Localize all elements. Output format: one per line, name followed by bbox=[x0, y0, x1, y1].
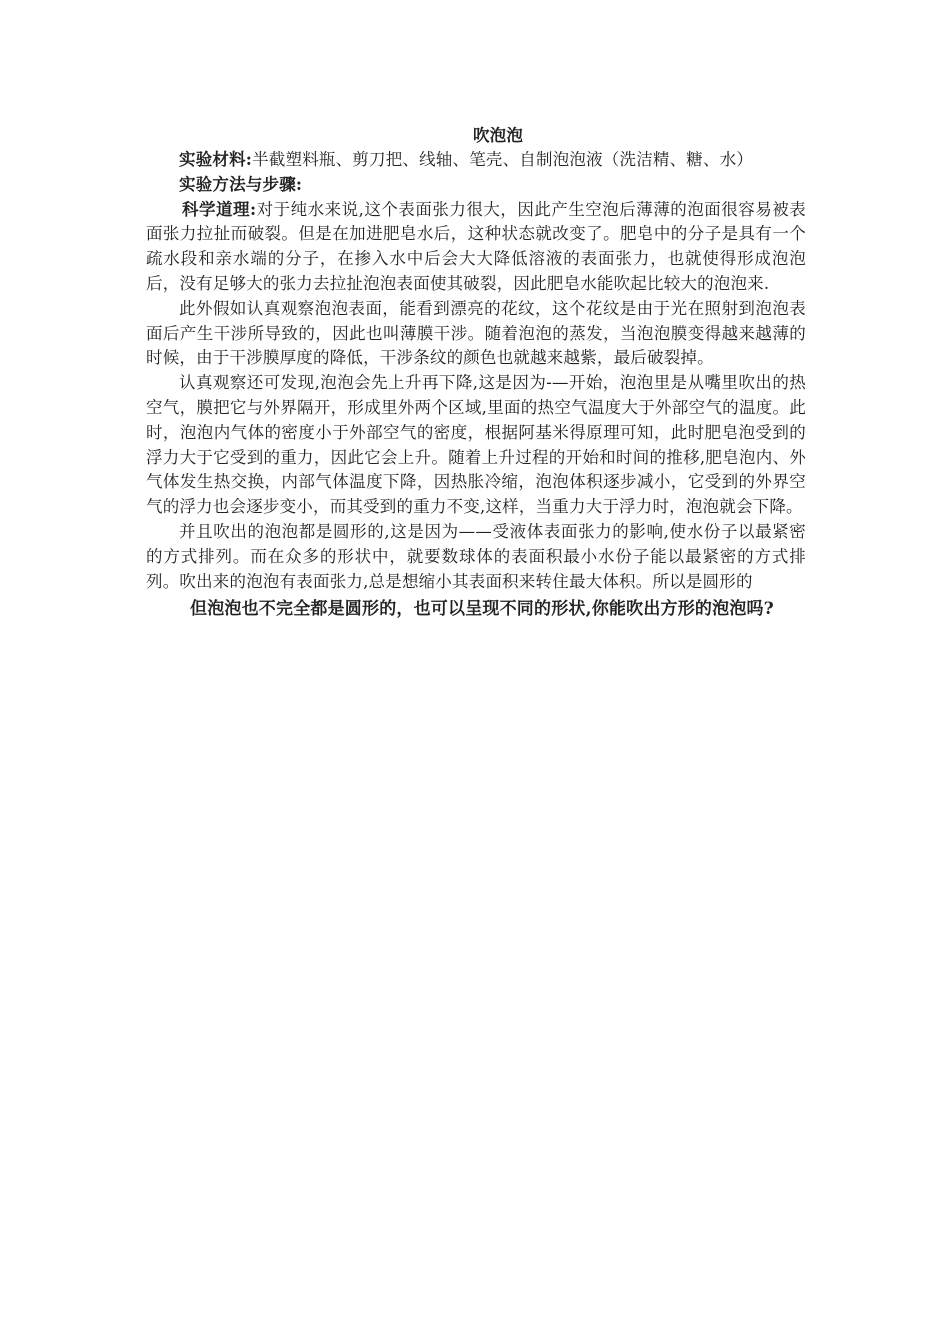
interference-paragraph: 此外假如认真观察泡泡表面，能看到漂亮的花纹，这个花纹是由于光在照射到泡泡表面后产生干涉所导致的，因此也叫薄膜干涉。随着泡泡的蒸发，当泡泡膜变得越来越薄的时候，由于干涉膜厚度的降低，干涉条纹的颜色也就越来越紫，最后破裂掉。 bbox=[146, 298, 806, 368]
science-text: 对于纯水来说,这个表面张力很大，因此产生空泡后薄薄的泡面很容易被表面张力拉扯而破裂。但是在加进肥皂水后，这种状态就改变了。肥皂中的分子是具有一个疏水段和亲水端的分子，在掺入水中后会大大降低溶液的表面张力，也就使得形成泡泡后，没有足够大的张力去拉扯泡泡表面使其破裂，因此肥皂水能吹起比较大的泡泡来. bbox=[146, 199, 806, 293]
rise-fall-paragraph: 认真观察还可发现,泡泡会先上升再下降,这是因为-—开始，泡泡里是从嘴里吹出的热空气，膜把它与外界隔开，形成里外两个区域,里面的热空气温度大于外部空气的温度。此时，泡泡内气体的密度小于外部空气的密度，根据阿基米得原理可知，此时肥皂泡受到的浮力大于它受到的重力，因此它会上升。随着上升过程的开始和时间的推移,肥皂泡内、外气体发生热交换，内部气体温度下降，因热胀冷缩，泡泡体积逐步减小，它受到的外界空气的浮力也会逐步变小，而其受到的重力不变,这样，当重力大于浮力时，泡泡就会下降。 bbox=[146, 373, 806, 517]
round-shape-paragraph: 并且吹出的泡泡都是圆形的,这是因为——受液体表面张力的影响,使水份子以最紧密的方式排列。而在众多的形状中，就要数球体的表面积最小水份子能以最紧密的方式排列。吹出来的泡泡有表面张力,总是想缩小其表面积来转住最大体积。所以是圆形的 bbox=[146, 521, 806, 591]
materials-paragraph bbox=[146, 148, 806, 173]
method-heading bbox=[146, 173, 806, 198]
materials-text: 半截塑料瓶、剪刀把、线轴、笔壳、自制泡泡液（洗洁精、糖、水） bbox=[252, 150, 754, 169]
closing-question: 但泡泡也不完全都是圆形的，也可以呈现不同的形状,你能吹出方形的泡泡吗? bbox=[190, 599, 774, 620]
method-heading-label: 实验方法与步骤: bbox=[179, 174, 303, 194]
document-title: 吹泡泡 bbox=[472, 126, 524, 145]
science-label: 科学道理: bbox=[182, 199, 257, 219]
science-paragraph bbox=[146, 198, 806, 297]
document-page bbox=[146, 124, 806, 622]
materials-label: 实验材料: bbox=[179, 150, 253, 169]
